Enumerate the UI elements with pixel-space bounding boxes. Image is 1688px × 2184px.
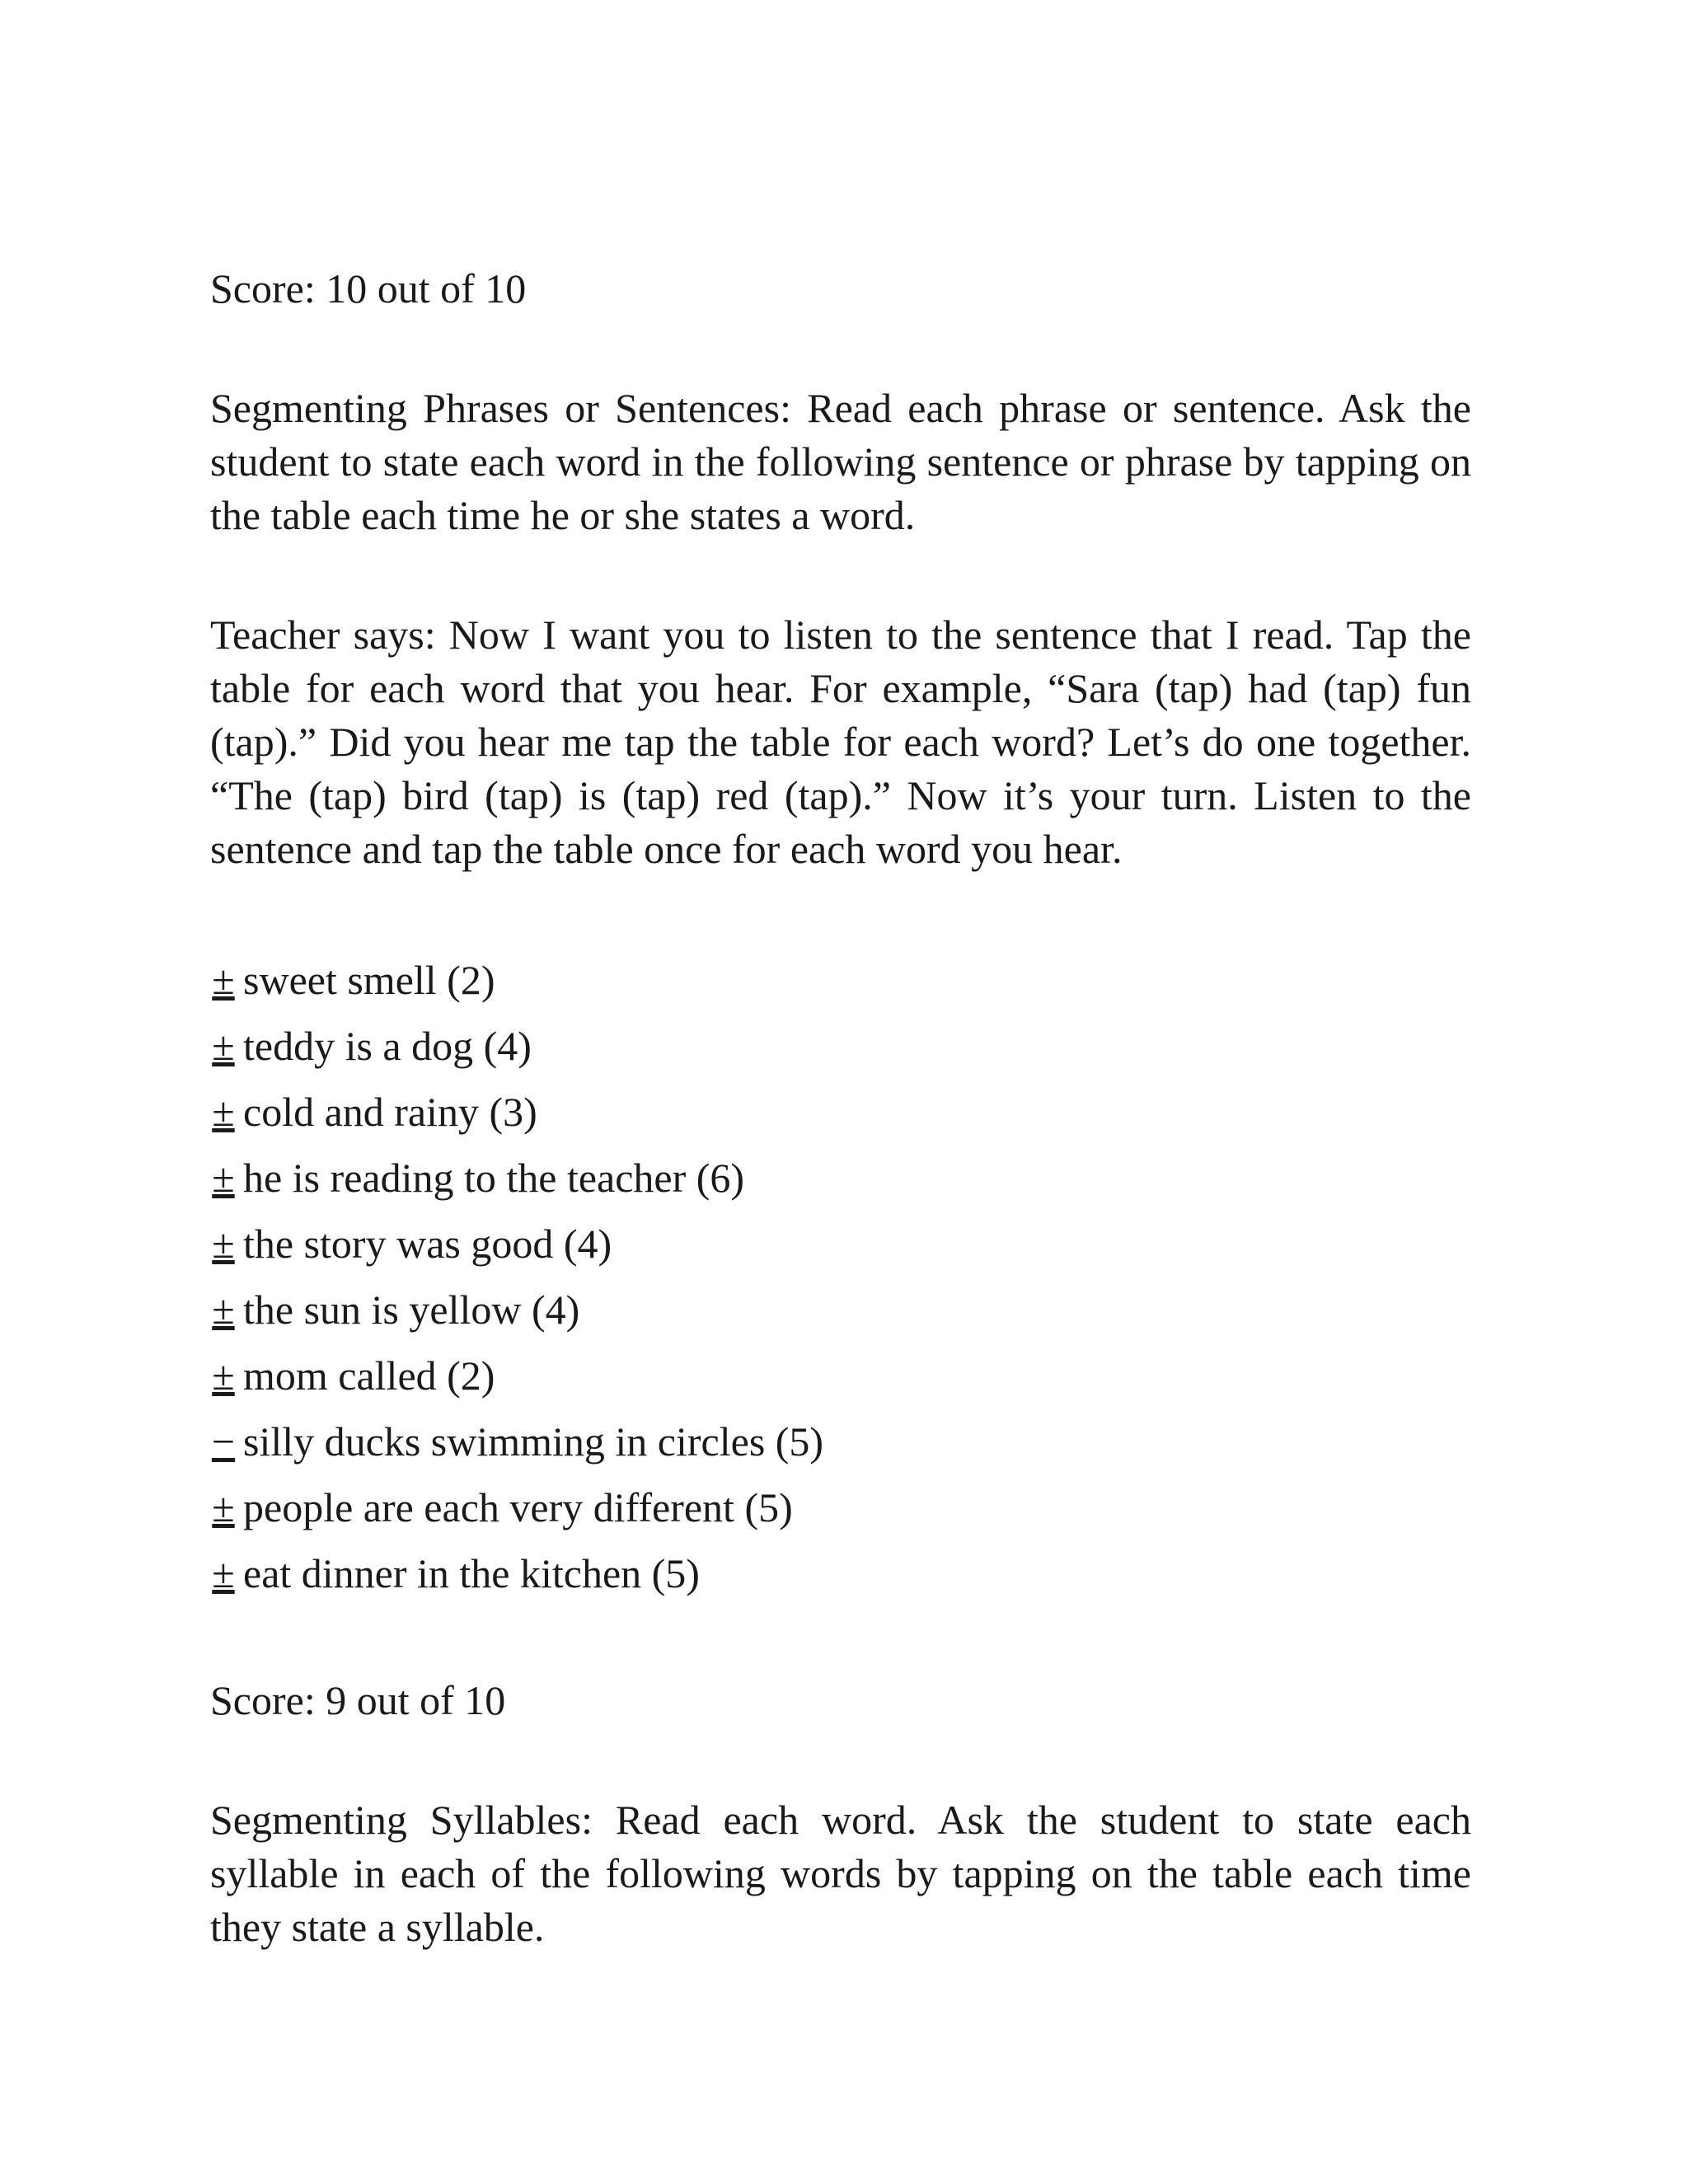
list-item (210, 1277, 1471, 1343)
phrases-instructions: Segmenting Phrases or Sentences: Read each phrase or sentence. Ask the student to state each word in the following sentence or phrase by tapping on the table each time he or she states a word. (210, 385, 1471, 538)
correct-mark: ± (212, 1484, 235, 1530)
phrase-text: the story was good (4) (243, 1221, 612, 1267)
correct-mark: ± (212, 1352, 235, 1399)
correct-mark: ± (212, 1286, 235, 1333)
list-item (210, 1145, 1471, 1211)
list-item (210, 1013, 1471, 1079)
correct-mark: ± (212, 1550, 235, 1596)
syllables-instructions: Segmenting Syllables: Read each word. Ask the student to state each syllable in each of the following words by tapping on the table each time they state a syllable. (210, 1797, 1471, 1950)
list-item (210, 1343, 1471, 1408)
phrase-text: the sun is yellow (4) (243, 1286, 580, 1333)
phrase-text: eat dinner in the kitchen (5) (243, 1550, 700, 1596)
correct-mark: ± (212, 957, 235, 1003)
list-item (210, 1211, 1471, 1277)
phrase-list (210, 947, 1471, 1606)
list-item (210, 1540, 1471, 1606)
phrase-text: people are each very different (5) (243, 1484, 793, 1530)
correct-mark: ± (212, 1221, 235, 1267)
phrase-text: teddy is a dog (4) (243, 1023, 532, 1069)
list-item (210, 1474, 1471, 1540)
phrase-text: he is reading to the teacher (6) (243, 1155, 745, 1201)
correct-mark: ± (212, 1089, 235, 1135)
phrase-text: sweet smell (2) (243, 957, 495, 1003)
incorrect-mark: − (211, 1418, 236, 1465)
phrase-text: silly ducks swimming in circles (5) (243, 1418, 824, 1465)
phrase-text: cold and rainy (3) (243, 1089, 537, 1135)
phrase-text: mom called (2) (243, 1352, 495, 1399)
score-top: Score: 10 out of 10 (210, 265, 527, 312)
list-item (210, 1079, 1471, 1145)
teacher-script: Teacher says: Now I want you to listen to the sentence that I read. Tap the table for each word that you hear. For example, “Sara (tap) had (tap) fun (tap).” Did you hear me tap the table for each word? Let’s do one together. “The (tap) bird (tap) is (tap) red (tap).” Now it’s your turn. Listen to the sentence and tap the table once for each word you hear. (210, 612, 1471, 872)
list-item (210, 1408, 1471, 1474)
correct-mark: ± (212, 1023, 235, 1069)
list-item (210, 947, 1471, 1013)
document-page (210, 262, 1471, 1954)
score-bottom: Score: 9 out of 10 (210, 1677, 506, 1723)
correct-mark: ± (212, 1155, 235, 1201)
